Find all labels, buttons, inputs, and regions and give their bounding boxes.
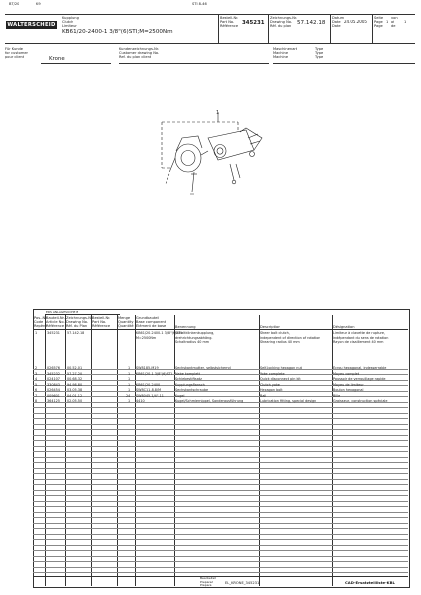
col-order-fr: Référence	[92, 324, 111, 328]
col-ref-fr: Référence	[46, 324, 65, 328]
table-rule-line	[33, 556, 408, 557]
kind-label-fr: Limiteur	[62, 24, 77, 28]
row5-drawing: 94.98.80	[67, 382, 83, 387]
row3-designation: Nabe komplett	[175, 371, 200, 376]
row8-pos: 8	[35, 399, 38, 403]
row3-part: KB61/20-1 3/8"(6)STI	[136, 371, 172, 376]
drawing-label-en: Drawing No.	[270, 20, 293, 24]
row5-description-fr: Moyeu de limiteur	[333, 382, 364, 387]
table-rule-line	[33, 451, 408, 452]
row5-pos: 5	[35, 382, 38, 387]
col-qty-de: Menge	[118, 316, 131, 320]
table-rule-line	[33, 473, 408, 474]
customer-drawing-label-de: Kundenzeichnungs-Nr.	[119, 47, 160, 51]
row3-pos: 3	[35, 371, 38, 376]
col-drawing-en: Drawing No.	[66, 320, 89, 324]
row7-description-en: Ball	[260, 393, 267, 398]
table-rule-line	[33, 446, 408, 447]
date-label-en: Date	[332, 20, 341, 24]
document-date: 24.05.2005	[344, 20, 367, 24]
col-pos-de: Pos.-Nr.	[34, 316, 48, 320]
row1-description-fr: Limiteur à clavette de rupture, indépendant du sens de rotation Rayon de cisaillement 40 mm	[333, 331, 389, 345]
col-description-fr: Désignation	[333, 325, 355, 329]
page-total: 1	[404, 20, 407, 24]
top-mark-left: BT/20	[9, 2, 20, 6]
customer-label-en: for customer	[5, 51, 29, 55]
row1-pos: 1	[35, 331, 38, 335]
order-label-en: Part No.	[220, 20, 235, 24]
page-current: 1	[386, 20, 389, 24]
customer-drawing-label-fr: Ref. du plan client	[119, 55, 152, 59]
date-label-de: Datum	[332, 16, 345, 20]
row1-ref: 345231	[47, 331, 60, 335]
table-rule-line	[33, 490, 408, 491]
row8-drawing: 02.05.50	[67, 399, 83, 403]
order-number: 345231	[242, 20, 265, 26]
row3-description-fr: Moyeu complet	[333, 371, 360, 376]
parts-table	[33, 309, 410, 588]
row6-pos: 6	[35, 388, 38, 392]
table-rule-line	[33, 539, 408, 540]
row5-description-en: Clutch yoke	[260, 382, 280, 387]
table-rule-line	[33, 523, 408, 524]
row5-part: KB61/20-2400	[136, 382, 161, 387]
col-pos-fr: Repère	[34, 324, 47, 328]
row1-drawing: 57.142.18	[67, 331, 85, 335]
row5-ref: 330843	[47, 382, 60, 387]
row3-description-en: Yoke complete	[260, 371, 285, 376]
row6-designation: Sechskantschraube	[175, 388, 209, 392]
table-rule-line	[33, 567, 408, 568]
customer-name: Krone	[49, 56, 65, 62]
top-mark-left-b: K9	[36, 2, 41, 6]
page-label-en: Page	[374, 20, 383, 24]
table-rule-line	[33, 561, 408, 562]
table-rule-line	[33, 484, 408, 485]
row4-description-fr: Poussoir de verrouillage rapide	[333, 377, 386, 381]
row7-qty: 24	[126, 393, 131, 398]
col-base-en: Base component	[136, 320, 167, 324]
row8-qty: 1	[128, 399, 131, 403]
table-rule-line	[33, 440, 408, 441]
row6-part: SW8C11-8.8/M	[136, 388, 162, 392]
col-qty-fr: Quantité	[118, 324, 134, 328]
row2-ref: 026576	[47, 366, 60, 370]
col-order-en: Part No.	[92, 320, 107, 324]
table-rule-line	[33, 572, 408, 573]
row2-qty: 1	[128, 366, 131, 370]
table-rule-line	[33, 457, 408, 458]
table-rule-line	[33, 413, 408, 414]
customer-block	[5, 46, 415, 76]
col-base-de: Grundbauteil	[136, 316, 160, 320]
row2-pos: 2	[35, 366, 38, 370]
row4-designation: Schiebestiftsatz	[175, 377, 202, 381]
row5-designation: Kupplungsflansch	[175, 382, 205, 387]
row6-description-fr: Boulon hexagonal	[333, 388, 364, 392]
col-ref-de: Bauteil-Nr.	[46, 316, 65, 320]
table-rule-line	[33, 462, 408, 463]
spare-header: ERS ANLAGESUCHE B	[46, 310, 79, 314]
page-label-de: Seite	[374, 16, 384, 20]
table-rule-line	[33, 495, 408, 496]
row2-description-en: Self-locking hexagon nut	[260, 366, 302, 370]
col-qty-en: Quantity	[118, 320, 134, 324]
row6-drawing: 03.05.38	[67, 388, 83, 392]
col-base-fr: Élément de base	[136, 324, 167, 328]
row7-description-fr: Bille	[333, 393, 341, 398]
exploded-view-drawing	[150, 108, 270, 208]
col-designation: Benennung	[175, 325, 196, 329]
type-label-fr: Type	[315, 55, 324, 59]
row5-qty: 1	[128, 382, 131, 387]
footer-code: EL_KRONE_345231	[225, 581, 260, 585]
row2-drawing: 00.52.01	[67, 366, 83, 370]
row4-qty: 1	[128, 377, 131, 381]
illustration-callout: 1	[216, 110, 220, 116]
row8-ref: 364125	[47, 399, 60, 403]
row2-part: SW8185-M19	[136, 366, 159, 370]
machine-label-fr: Machine	[273, 55, 289, 59]
order-label-de: Bestell-Nr.	[220, 16, 239, 20]
row1-designation: Schaltklinkenkupplung, drehrichtungsabhäng. Schaltradius 40 mm	[175, 331, 215, 345]
customer-label-fr: pour client	[5, 55, 25, 59]
table-rule-line	[33, 424, 408, 425]
col-ref-en: Article No.	[46, 320, 65, 324]
type-label-de: Type	[315, 47, 324, 51]
row8-description-en: Lubrication fitting, special design	[260, 399, 317, 403]
table-rule-line	[33, 506, 408, 507]
machine-label-de: Maschinenart	[273, 47, 298, 51]
row6-description-en: Hexagon bolt	[260, 388, 283, 392]
table-rule-line	[33, 435, 408, 436]
row2-designation: Sechskantmutter, selbstsichernd	[175, 366, 231, 370]
footer-label-en: Prepared	[200, 580, 214, 584]
table-rule-line	[33, 429, 408, 430]
page-label-fr: Page	[374, 24, 383, 28]
table-rule-line	[33, 512, 408, 513]
table-rule-line	[33, 545, 408, 546]
row2-description-fr: Écrou hexagonal, indesserrable	[333, 366, 387, 370]
row4-pos: 4	[35, 377, 38, 381]
row3-drawing: 57.27.20	[67, 371, 83, 376]
row7-part: SW8045-1/4"-11	[136, 393, 164, 398]
row8-description-fr: Graisseur, construction spéciale	[333, 399, 388, 403]
page-of-en: of	[391, 20, 395, 24]
col-pos-en: Code	[34, 320, 44, 324]
kind-label-de: Kupplung	[62, 16, 79, 20]
table-rule-line	[33, 501, 408, 502]
row7-ref: 009601	[47, 393, 60, 398]
row4-ref: 024107	[47, 377, 60, 381]
machine-label-en: Machine	[273, 51, 289, 55]
row4-drawing: 00.68.32	[67, 377, 83, 381]
row8-designation: Kugel/Schmiernippel, Sonderausführung	[175, 399, 244, 403]
date-label-fr: Date	[332, 24, 341, 28]
row3-ref: 345232	[47, 371, 60, 376]
table-rule-line	[33, 550, 408, 551]
row6-ref: 026454	[47, 388, 60, 392]
row1-part: KB61/20-2400-1 3/8"(6)STI M=2500Nm	[136, 331, 182, 340]
row3-qty: 1	[128, 371, 131, 376]
table-rule-line	[33, 479, 408, 480]
row1-description-en: Sheer bolt clutch, independent of direction of rotation Shearing radius 40 mm	[260, 331, 321, 345]
row4-description-en: Quick disconnect pin kit	[260, 377, 301, 381]
drawing-label-de: Zeichnungs-Nr.	[270, 16, 298, 20]
col-order-de: Bestell-Nr.	[92, 316, 111, 320]
type-label-en: Type	[315, 51, 324, 55]
table-rule-line	[33, 468, 408, 469]
customer-drawing-label-en: Customer drawing No.	[119, 51, 160, 55]
header-block	[5, 10, 415, 44]
row6-qty: 1	[128, 388, 131, 392]
row7-designation: Kugel	[175, 393, 185, 398]
row8-part: 4410	[136, 399, 145, 403]
page-of-fr: de	[391, 24, 396, 28]
footer-label-fr: Préparé	[200, 584, 212, 587]
table-rule-line	[33, 407, 408, 408]
kind-label-en: Clutch	[62, 20, 74, 24]
table-rule-line	[33, 418, 408, 419]
page-of-de: von	[391, 16, 398, 20]
table-rule-line	[33, 534, 408, 535]
footer-title: CAD-Ersatzteilliste-KBL	[345, 580, 395, 585]
footer-label-de: Bearbeitet	[200, 577, 216, 580]
col-drawing-de: Zeichnungs-Nr.	[66, 316, 94, 320]
customer-label-de: Für Kunde	[5, 47, 23, 51]
col-description-en: Description	[260, 325, 281, 329]
brand-logo: WALTERSCHEID	[7, 22, 56, 28]
table-rule-line	[33, 528, 408, 529]
top-mark-center: STI 8-46	[192, 2, 207, 6]
drawing-number: 57.142.18	[297, 20, 326, 26]
row7-drawing: 04.01.12	[67, 393, 83, 398]
product-description: KB61/20-2400-1 3/8"(6)STI;M=2500Nm	[62, 29, 173, 35]
col-drawing-fr: Réf. du Plan	[66, 324, 88, 328]
table-rule-line	[33, 517, 408, 518]
drawing-label-fr: Réf. du plan	[270, 24, 292, 28]
row7-pos: 7	[35, 393, 38, 398]
order-label-fr: Référence	[220, 24, 239, 28]
